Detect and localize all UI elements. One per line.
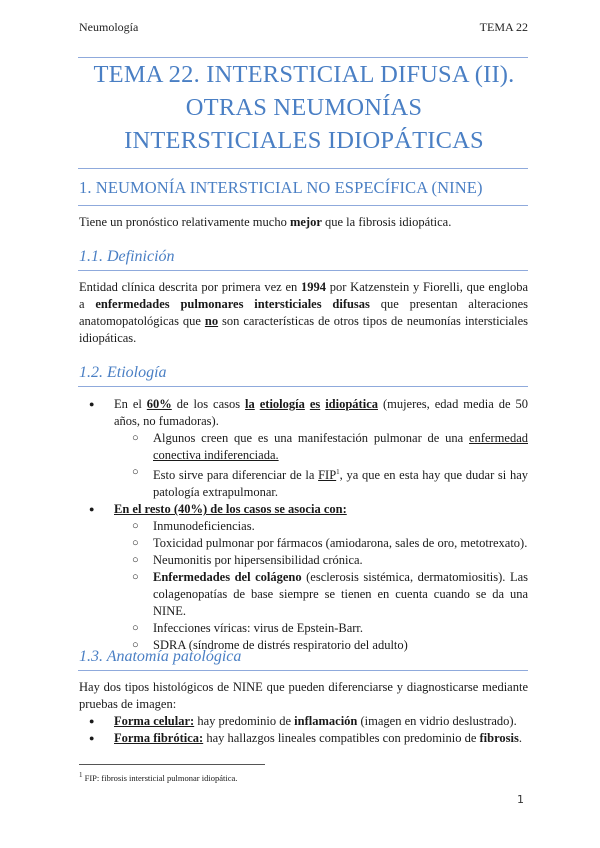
text-bold-underline: Forma celular: bbox=[114, 714, 195, 728]
text-bold-underline: Forma fibrótica: bbox=[114, 731, 204, 745]
list-item bbox=[79, 396, 528, 430]
footnote bbox=[79, 771, 237, 783]
text-bold: inflamación bbox=[294, 714, 358, 728]
header-right: TEMA 22 bbox=[479, 20, 528, 34]
text-bold-underline: 60% bbox=[146, 397, 172, 411]
text: (mujeres, edad media de 50 años, no fumadoras). bbox=[114, 397, 529, 428]
text: (esclerosis sistémica, dermatomiositis). Las colagenopatías de base siempre se tienen en cuenta cuando se da una NINE. bbox=[153, 570, 528, 619]
sub-list-item: ○ Toxicidad pulmonar por fármacos (amiodarona, sales de oro, metotrexato). bbox=[79, 535, 528, 552]
text-bold-underline: etiología bbox=[259, 397, 305, 411]
text: . bbox=[518, 731, 523, 745]
text-bold: 1994 bbox=[301, 280, 327, 294]
page-title bbox=[60, 58, 548, 157]
title-line-1: TEMA 22. INTERSTICIAL DIFUSA (II). bbox=[93, 61, 515, 88]
text: de los casos bbox=[171, 397, 246, 411]
text-bold: mejor bbox=[289, 215, 322, 229]
divider bbox=[78, 205, 528, 206]
divider bbox=[78, 670, 528, 671]
page-number: 1 bbox=[517, 793, 524, 806]
text: por Katzenstein y Fiorelli, que engloba a bbox=[79, 280, 528, 311]
footnote-text: FIP: fibrosis intersticial pulmonar idiopática. bbox=[82, 772, 238, 783]
text-bold-underline: idiopática bbox=[325, 397, 378, 411]
text: Algunos creen que es una manifestación pulmonar de una bbox=[153, 431, 469, 445]
sub-list-item: ○ Inmunodeficiencias. bbox=[79, 518, 528, 535]
text: hay predominio de bbox=[194, 714, 295, 728]
list-item bbox=[79, 730, 528, 747]
sub-list-item bbox=[79, 464, 528, 501]
sub-list-item bbox=[79, 430, 528, 464]
etiologia-list bbox=[79, 396, 528, 654]
text: que presentan alteraciones anatomopatológicas que bbox=[79, 297, 528, 328]
text: En el bbox=[114, 397, 147, 411]
text: Tiene un pronóstico relativamente mucho bbox=[79, 215, 290, 229]
sub-list-item: ○ SDRA (síndrome de distrés respiratorio del adulto) bbox=[79, 637, 528, 654]
text-bold: fibrosis bbox=[479, 731, 519, 745]
list-item bbox=[79, 713, 528, 730]
text-bold-underline: no bbox=[204, 314, 219, 328]
section-heading: 1. NEUMONÍA INTERSTICIAL NO ESPECÍFICA (NINE) bbox=[79, 178, 483, 197]
text: , ya que en esta hay que dudar si hay patología extrapulmonar. bbox=[153, 468, 528, 500]
sub-list-item bbox=[79, 569, 528, 620]
sub-list-item: ○ Neumonitis por hipersensibilidad crónica. bbox=[79, 552, 528, 569]
subsection-heading-etiologia: 1.2. Etiología bbox=[79, 364, 167, 381]
text-bold: enfermedades pulmonares intersticiales difusas bbox=[95, 297, 370, 311]
text-underline: enfermedad conectiva indiferenciada. bbox=[153, 431, 528, 462]
intro-paragraph bbox=[79, 214, 528, 231]
text-bold-underline: es bbox=[309, 397, 321, 411]
title-line-3: INTERSTICIALES IDIOPÁTICAS bbox=[124, 127, 484, 154]
text: que la fibrosis idiopática. bbox=[321, 215, 452, 229]
divider bbox=[78, 386, 528, 387]
footnote-ref: 1 bbox=[336, 468, 340, 476]
footnote-number: 1 bbox=[79, 771, 83, 779]
header-left: Neumología bbox=[79, 20, 139, 34]
text-bold: Enfermedades del colágeno bbox=[153, 570, 302, 585]
text-bold-underline: En el resto (40%) de los casos se asocia con: bbox=[114, 502, 347, 517]
anatomia-paragraph: Hay dos tipos histológicos de NINE que pueden diferenciarse y diagnosticarse mediante pruebas de imagen: bbox=[79, 680, 528, 711]
text-bold-underline: la bbox=[245, 397, 255, 411]
text: (imagen en vidrio deslustrado). bbox=[357, 714, 517, 728]
list-item bbox=[79, 501, 528, 518]
subsection-heading-anatomia: 1.3. Anatomía patológica bbox=[79, 648, 242, 665]
footnote-separator bbox=[79, 764, 265, 765]
definicion-paragraph bbox=[79, 279, 528, 347]
text: son características de otros tipos de neumonías intersticiales idiopáticas. bbox=[79, 314, 528, 345]
anatomia-list bbox=[79, 713, 528, 747]
text: Entidad clínica descrita por primera vez en bbox=[79, 280, 302, 294]
divider bbox=[78, 168, 528, 169]
text: Esto sirve para diferenciar de la bbox=[153, 468, 319, 483]
divider bbox=[78, 270, 528, 271]
subsection-heading-definicion: 1.1. Definición bbox=[79, 248, 175, 265]
sub-list-item: ○ Infecciones víricas: virus de Epstein-Barr. bbox=[79, 620, 528, 637]
title-line-2: OTRAS NEUMONÍAS bbox=[185, 94, 423, 121]
text: hay hallazgos lineales compatibles con predominio de bbox=[203, 731, 480, 745]
footnote-link[interactable]: FIP bbox=[318, 468, 337, 483]
